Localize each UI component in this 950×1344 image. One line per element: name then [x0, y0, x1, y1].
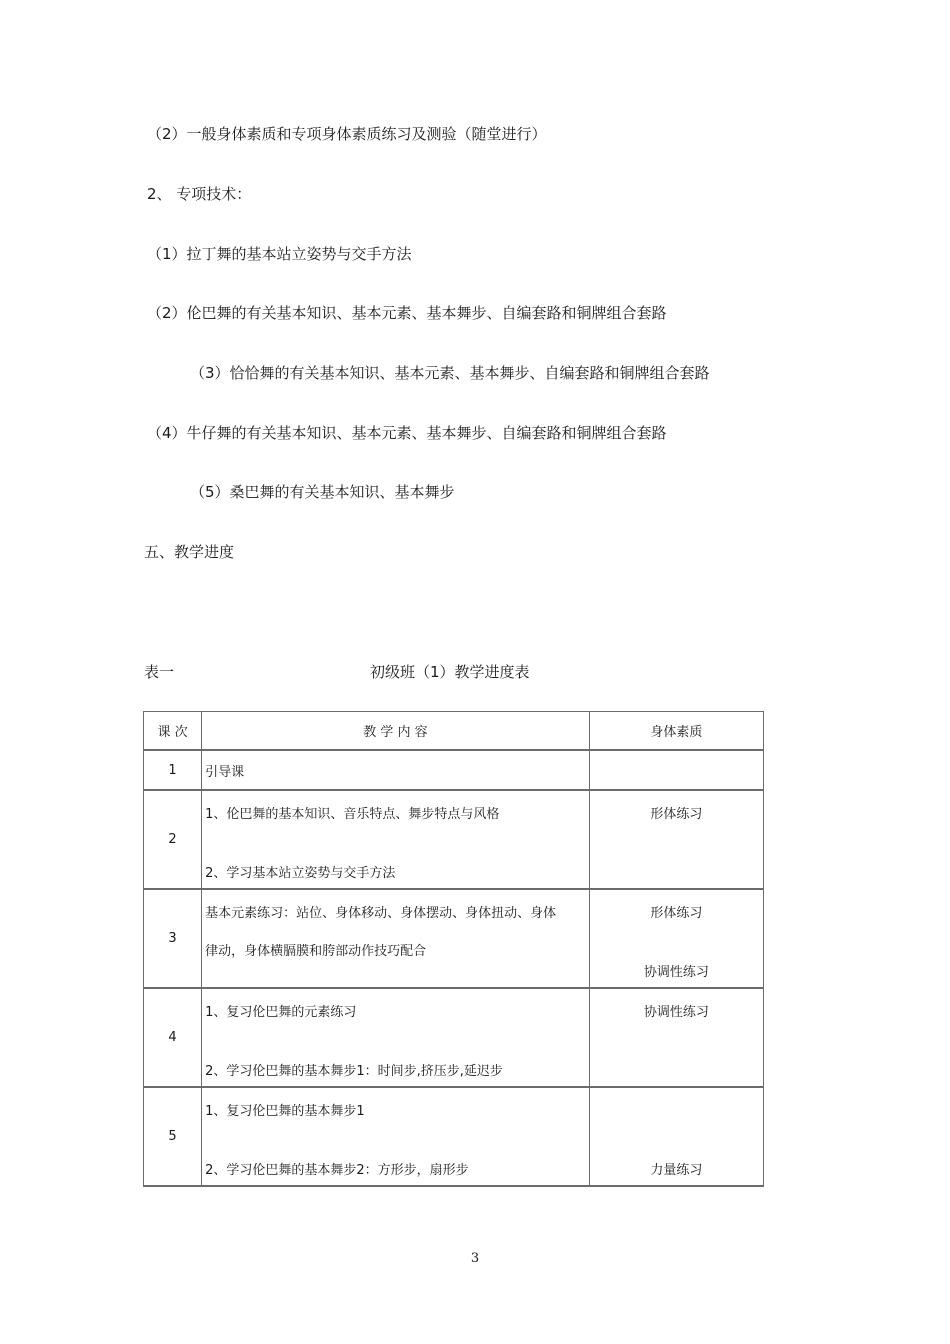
table-row: [144, 1087, 764, 1186]
lesson-content: [202, 889, 590, 988]
lesson-content: [202, 988, 590, 1087]
content-line: 基本元素练习：站位、身体移动、身体摆动、身体扭动、身体: [205, 906, 557, 921]
list-item-chacha: （3）恰恰舞的有关基本知识、基本元素、基本舞步、自编套路和铜牌组合套路: [190, 364, 710, 382]
lesson-number: 2: [144, 790, 202, 889]
list-item-jive: （4）牛仔舞的有关基本知识、基本元素、基本舞步、自编套路和铜牌组合套路: [147, 424, 667, 442]
table-row: [144, 750, 764, 790]
lesson-fitness: [589, 988, 763, 1087]
lesson-number: 4: [144, 988, 202, 1087]
header-lesson: 课 次: [144, 712, 202, 751]
content-line: 1、伦巴舞的基本知识、音乐特点、舞步特点与风格: [205, 807, 500, 822]
list-item-general-fitness: （2）一般身体素质和专项身体素质练习及测验（随堂进行）: [147, 125, 547, 143]
section-heading-teaching-progress: 五、教学进度: [144, 543, 235, 561]
lesson-fitness: [589, 790, 763, 889]
list-item-rumba: （2）伦巴舞的有关基本知识、基本元素、基本舞步、自编套路和铜牌组合套路: [147, 304, 667, 322]
table-label: 表一: [144, 663, 175, 681]
lesson-number: 3: [144, 889, 202, 988]
table-row: [144, 790, 764, 889]
lesson-content: [202, 1087, 590, 1186]
content-line: 2、学习伦巴舞的基本舞步1：时间步,挤压步,延迟步: [205, 1064, 503, 1079]
lesson-number: 5: [144, 1087, 202, 1186]
fitness-item: 协调性练习: [643, 965, 709, 980]
content-line: 2、学习基本站立姿势与交手方法: [205, 866, 396, 881]
table-title: 初级班（1）教学进度表: [370, 663, 530, 681]
fitness-item: 形体练习: [650, 906, 703, 921]
table-row: [144, 889, 764, 988]
table-header-row: [144, 712, 764, 751]
lesson-content: [202, 790, 590, 889]
content-line: 2、学习伦巴舞的基本舞步2：方形步，扇形步: [205, 1163, 469, 1178]
content-line: 1、复习伦巴舞的元素练习: [205, 1005, 357, 1020]
lesson-fitness: [589, 1087, 763, 1186]
lesson-content: [202, 750, 590, 790]
lesson-fitness: [589, 750, 763, 790]
fitness-item: 力量练习: [650, 1163, 703, 1178]
lesson-number: 1: [144, 750, 202, 790]
list-item-latin-posture: （1）拉丁舞的基本站立姿势与交手方法: [147, 245, 412, 263]
fitness-item: 形体练习: [650, 807, 703, 822]
header-content: 教 学 内 容: [202, 712, 590, 751]
section-heading-special-skills: 2、 专项技术：: [147, 185, 252, 203]
fitness-item: 协调性练习: [643, 1005, 709, 1020]
content-line: 引导课: [205, 765, 245, 780]
table-row: [144, 988, 764, 1087]
teaching-progress-table: [143, 711, 764, 1187]
page-number: 3: [470, 1251, 480, 1266]
lesson-fitness: [589, 889, 763, 988]
content-line: 1、复习伦巴舞的基本舞步1: [205, 1104, 365, 1119]
content-line: 律动，身体横膈膜和胯部动作技巧配合: [205, 944, 427, 959]
header-fitness: 身体素质: [589, 712, 763, 751]
list-item-samba: （5）桑巴舞的有关基本知识、基本舞步: [190, 483, 455, 501]
